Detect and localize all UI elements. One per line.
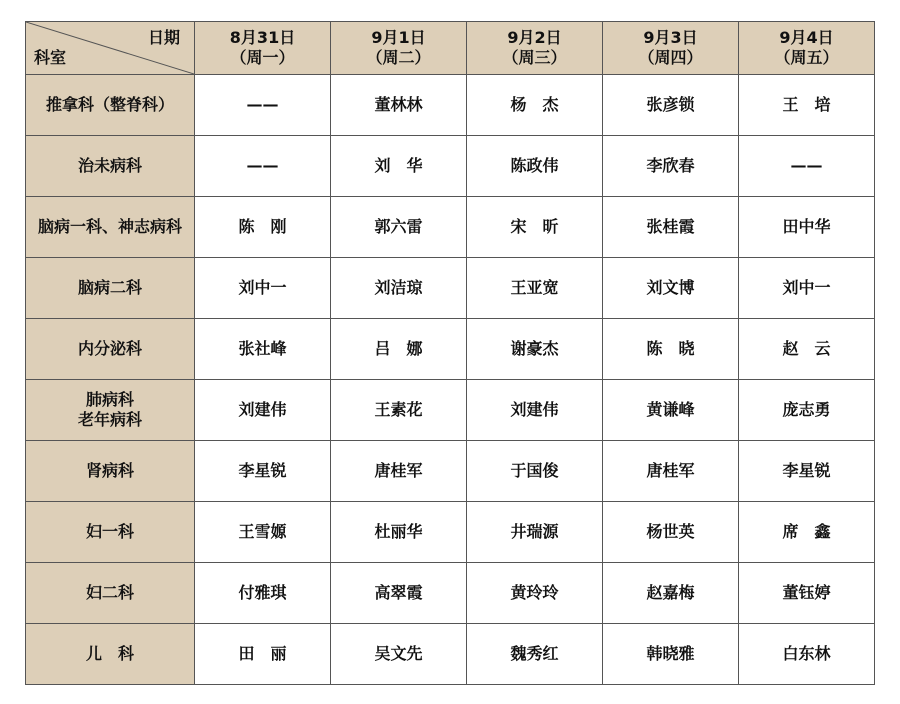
doctor-cell: 刘建伟 <box>467 380 603 441</box>
doctor-cell: 王雪嫄 <box>195 502 331 563</box>
doctor-cell: 张彦锁 <box>603 75 739 136</box>
doctor-cell: 赵 云 <box>739 319 875 380</box>
table-row <box>26 380 875 441</box>
doctor-cell: 高翠霞 <box>331 563 467 624</box>
doctor-cell: 席 鑫 <box>739 502 875 563</box>
weekday-label: （周三） <box>502 48 567 67</box>
corner-dept-label: 科室 <box>34 48 67 67</box>
doctor-cell: 井瑞源 <box>467 502 603 563</box>
doctor-cell: 吴文先 <box>331 624 467 685</box>
weekday-label: （周一） <box>230 48 295 67</box>
doctor-cell: 陈政伟 <box>467 136 603 197</box>
doctor-cell: 刘建伟 <box>195 380 331 441</box>
date-header <box>195 22 331 75</box>
doctor-cell: 刘文博 <box>603 258 739 319</box>
doctor-cell: 田中华 <box>739 197 875 258</box>
department-name: 推拿科（整脊科） <box>45 95 174 114</box>
date-header <box>331 22 467 75</box>
doctor-cell: 赵嘉梅 <box>603 563 739 624</box>
department-name: 内分泌科 <box>77 339 142 358</box>
department-cell <box>26 136 195 197</box>
department-cell <box>26 319 195 380</box>
doctor-cell: 李欣春 <box>603 136 739 197</box>
table-row <box>26 502 875 563</box>
doctor-cell: 李星锐 <box>739 441 875 502</box>
doctor-cell: 宋 昕 <box>467 197 603 258</box>
date-label: 9月1日 <box>371 28 426 47</box>
doctor-cell: 陈 晓 <box>603 319 739 380</box>
doctor-cell: —— <box>195 75 331 136</box>
department-cell <box>26 380 195 441</box>
department-cell <box>26 563 195 624</box>
department-cell <box>26 258 195 319</box>
date-label: 9月4日 <box>779 28 834 47</box>
date-header <box>467 22 603 75</box>
table-row <box>26 136 875 197</box>
department-name: 妇一科 <box>85 522 134 541</box>
department-name: 肺病科 <box>85 390 134 409</box>
doctor-cell: 郭六雷 <box>331 197 467 258</box>
doctor-cell: 王素花 <box>331 380 467 441</box>
table-row <box>26 441 875 502</box>
table-corner-header <box>26 22 195 75</box>
doctor-cell: 刘洁琼 <box>331 258 467 319</box>
doctor-cell: 于国俊 <box>467 441 603 502</box>
department-name: 妇二科 <box>85 583 134 602</box>
doctor-cell: 吕 娜 <box>331 319 467 380</box>
doctor-cell: 刘中一 <box>739 258 875 319</box>
doctor-cell: 杜丽华 <box>331 502 467 563</box>
date-label: 9月2日 <box>507 28 562 47</box>
department-name: 肾病科 <box>85 461 134 480</box>
department-name: 治未病科 <box>77 156 142 175</box>
doctor-cell: 唐桂军 <box>331 441 467 502</box>
doctor-cell: 庞志勇 <box>739 380 875 441</box>
doctor-cell: 白东林 <box>739 624 875 685</box>
department-cell <box>26 502 195 563</box>
department-cell <box>26 624 195 685</box>
doctor-cell: 李星锐 <box>195 441 331 502</box>
department-cell <box>26 197 195 258</box>
department-cell <box>26 75 195 136</box>
weekday-label: （周五） <box>774 48 839 67</box>
doctor-cell: 陈 刚 <box>195 197 331 258</box>
table-row <box>26 258 875 319</box>
department-name: 儿 科 <box>85 644 134 663</box>
doctor-cell: 唐桂军 <box>603 441 739 502</box>
table-row <box>26 563 875 624</box>
doctor-cell: 董钰婷 <box>739 563 875 624</box>
doctor-cell: 魏秀红 <box>467 624 603 685</box>
table-row <box>26 197 875 258</box>
doctor-cell: 黄谦峰 <box>603 380 739 441</box>
department-cell <box>26 441 195 502</box>
doctor-cell: 张桂霞 <box>603 197 739 258</box>
doctor-cell: 张社峰 <box>195 319 331 380</box>
doctor-cell: 谢豪杰 <box>467 319 603 380</box>
department-name: 老年病科 <box>77 410 142 429</box>
doctor-cell: —— <box>195 136 331 197</box>
table-row <box>26 624 875 685</box>
doctor-cell: 董林林 <box>331 75 467 136</box>
doctor-cell: 刘中一 <box>195 258 331 319</box>
table-row <box>26 319 875 380</box>
duty-schedule-table <box>25 21 875 685</box>
weekday-label: （周二） <box>366 48 431 67</box>
date-label: 9月3日 <box>643 28 698 47</box>
doctor-cell: 付雅琪 <box>195 563 331 624</box>
doctor-cell: 王 培 <box>739 75 875 136</box>
doctor-cell: 黄玲玲 <box>467 563 603 624</box>
doctor-cell: 杨世英 <box>603 502 739 563</box>
doctor-cell: —— <box>739 136 875 197</box>
corner-date-label: 日期 <box>147 28 180 47</box>
department-name: 脑病一科、神志病科 <box>37 217 182 236</box>
doctor-cell: 王亚宽 <box>467 258 603 319</box>
doctor-cell: 刘 华 <box>331 136 467 197</box>
header-row <box>26 22 875 75</box>
date-header <box>739 22 875 75</box>
weekday-label: （周四） <box>638 48 703 67</box>
date-label: 8月31日 <box>229 28 296 47</box>
doctor-cell: 杨 杰 <box>467 75 603 136</box>
doctor-cell: 田 丽 <box>195 624 331 685</box>
date-header <box>603 22 739 75</box>
department-name: 脑病二科 <box>77 278 142 297</box>
doctor-cell: 韩晓雅 <box>603 624 739 685</box>
table-row <box>26 75 875 136</box>
